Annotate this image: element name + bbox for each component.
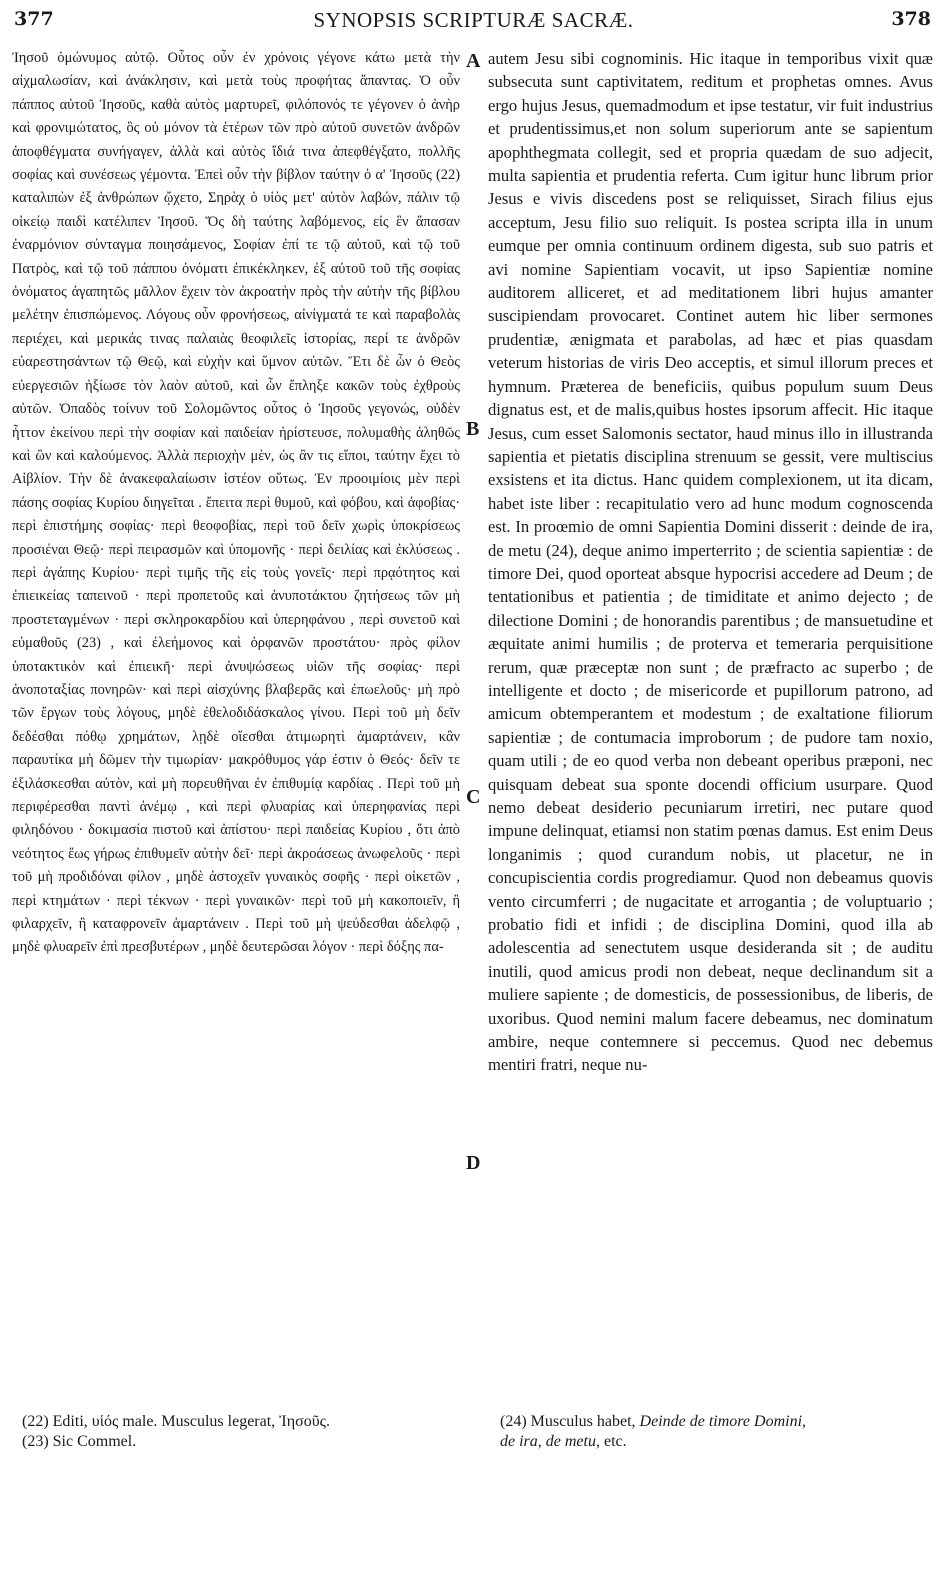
running-title: SYNOPSIS SCRIPTURÆ SACRÆ. bbox=[313, 8, 634, 32]
footnote-24-line-2 bbox=[500, 1432, 930, 1452]
margin-marker-a: A bbox=[466, 50, 481, 72]
page-number-left: 377 bbox=[14, 8, 54, 30]
page-number-right: 378 bbox=[891, 8, 931, 30]
footnote-22: (22) Editi, υἱός male. Musculus legerat, Ἰησοῦς. bbox=[22, 1413, 330, 1430]
footnote-24-tail: etc. bbox=[603, 1433, 627, 1450]
footnote-23: (23) Sic Commel. bbox=[22, 1433, 137, 1450]
greek-text: Ἰησοῦ ὁμώνυμος αὐτῷ. Οὗτος οὖν ἐν χρόνοις γέγονε κάτω μετὰ τὴν αἰχμαλωσίαν, καὶ ἀνάκλησιν, καὶ μετὰ τοὺς προφήτας ἅπαντας. Ὁ οὖν πάππος αὐτοῦ Ἰησοῦς, καθὰ αὐτὸς μαρτυρεῖ, φιλόπονός τε γέγονεν ὁ ἀνὴρ καὶ φρονιμώτατος, ὃς οὐ μόνον τὰ ἑτέρων τῶν πρὸ αὐτοῦ συνετῶν ἀνδρῶν ἀποφθέγματα συνήγαγεν, ἀλλὰ καὶ αὐτὸς ἴδιά τινα ἀπεφθέγξατο, πολλῆς σοφίας καὶ συνέσεως γέμοντα. Ἐπεὶ οὖν τὴν βίβλον ταύτην ὁ α' Ἰησοῦς (22) καταλιπὼν ἐξ ἀνθρώπων ᾤχετο, Σηρὰχ ὁ υἱὸς μετ' αὐτὸν λαβών, πάλιν τῷ οἰκείῳ παιδὶ κατέλιπεν Ἰησοῦ. Ὅς δὴ ταύτης λαβόμενος, εἰς ἓν ἅπασαν ἐναρμόνιον σύνταγμα ποιησάμενος, Σοφίαν ἐπί τε τῷ αὐτοῦ, καὶ τῷ τοῦ Πατρὸς, καὶ τῷ τοῦ πάππου ὀνόματι ἐπικέκληκεν, ἐξ αὐτοῦ τοῦ τῆς σοφίας ὀνόματος ἀγαπητῶς μᾶλλον ἔχειν τὸν ἀκροατὴν πρὸς τὴν αὐτὴν τῆς βίβλου μελέτην ἐπισπώμενος. Λόγους οὖν φρονήσεως, αἰνίγματά τε καὶ παραβολὰς περιέχει, καὶ μερικάς τινας παλαιὰς θεοφιλεῖς ἱστορίας, περί τε ἀνδρῶν εὐαρεστησάντων τῷ Θεῷ, καὶ εὐχὴν καὶ ὕμνον αὐτῶν. Ἔτι δὲ ὧν ὁ Θεὸς εὐεργεσιῶν ἠξίωσε τὸν λαὸν αὐτοῦ, καὶ ὧν ἔπληξε κακῶν τοὺς ἐχθροὺς αὐτῶν. Ὀπαδὸς τοίνυν τοῦ Σολομῶντος οὗτος ὁ Ἰησοῦς γεγονώς, οὐδὲν ἧττον ἐκείνου περὶ τὴν σοφίαν καὶ παιδείαν ἠρίστευσε, πολυμαθὴς ἀληθῶς καὶ ὢν καὶ καλούμενος. Ἀλλὰ περιοχὴν μὲν, ὡς ἂν τις εἴποι, ταύτην ἔχει τὸ Αἰβλίον. Τὴν δὲ ἀνακεφαλαίωσιν ἰστέον οὕτως. Ἐν προοιμίοις μὲν περὶ πάσης σοφίας Κυρίου διηγεῖται . ἔπειτα περὶ θυμοῦ, καὶ φόβου, καὶ ἀφοβίας· περὶ ἐπιστήμης σοφίας· περὶ θεοφοβίας, περὶ τοῦ δεῖν χωρὶς ὑποκρίσεως προσιέναι Θεῷ· περὶ πειρασμῶν καὶ ὑπομονῆς · περὶ δειλίας καὶ ἐκλύσεως . περὶ ἀγάπης Κυρίου· περὶ τιμῆς τῆς εἰς τοὺς γονεῖς· περὶ πρᾳότητος καὶ ἐπιεικείας ταπεινοῦ · περὶ προπετοῦς καὶ ἀνυποτάκτου ζητήσεως τῶν μὴ προστεταγμένων · περὶ σκληροκαρδίου καὶ ὑπερηφάνου , περὶ συνετοῦ καὶ εὐμαθοῦς (23) , καὶ ἐλεήμονος καὶ ὀρφανῶν προστάτου· πρὸς φίλον ὑποτακτικὸν καὶ ἐπιεικῆ· περὶ ἀνυψώσεως υἱῶν τῆς σοφίας· περὶ ἀνοποταξίας πονηρῶν· καὶ περὶ αἰσχύνης βλαβερᾶς καὶ ἐπωελοῦς· μὴ πρὸ τῶν ἔργων τοὺς λόγους, μηδὲ ἐθελοδιδάσκαλος γίνου. Περὶ τοῦ μὴ δεῖν δεδέσθαι πόθῳ χρημάτων, λῃδὲ οἴεσθαι ἀτιμωρητὶ ἁμαρτάνειν, κἂν παραυτίκα μὴ δῶμεν τὴν τιμωρίαν· μακρόθυμος γάρ ἐστιν ὁ Θεός· δεῖν τε ἐξιλάσκεσθαι αὐτὸν, καὶ μὴ πορευθῆναι ἐν ἐπιθυμίᾳ καρδίας . Περὶ τοῦ μὴ περιφέρεσθαι παντὶ ἀνέμῳ , καὶ περὶ φλυαρίας καὶ ὑπερηφανίας περὶ φιληδόνου · δοκιμασία πιστοῦ καὶ ἀπίστου· περὶ παιδείας Κυρίου , ὅτι ἀπὸ νεότητος ἕως γήρως ἐπιθυμεῖν αὐτὴν δεῖ· περὶ ἀκροάσεως ἀνωφελοῦς · περὶ τοῦ μὴ προδιδόναι φίλον , μηδὲ ἀστοχεῖν γυναικὸς σοφῆς · περὶ οἰκετῶν , περὶ κτημάτων · περὶ τέκνων · περὶ γυναικῶν· περὶ τοῦ μὴ κακοποιεῖν, ἢ φιλαρχεῖν, ἢ καταφρονεῖν ἁμαρτάνειν . Περὶ τοῦ μὴ ψεύδεσθαι ἀδελφῷ , μηδὲ φλυαρεῖν ἐπὶ πρεσβυτέρων , μηδὲ δευτερῶσαι λόγον · περὶ δόξης πα- bbox=[12, 50, 460, 956]
footnote-24-number: (24) bbox=[500, 1413, 527, 1430]
page-header bbox=[0, 8, 947, 42]
margin-marker-c: C bbox=[466, 786, 481, 808]
margin-marker-b: B bbox=[466, 418, 480, 440]
footnotes bbox=[0, 1412, 947, 1472]
greek-column bbox=[12, 47, 460, 1382]
latin-column bbox=[488, 47, 933, 1382]
footnote-24-quote-2: de ira, de metu, bbox=[500, 1433, 600, 1450]
footnotes-left bbox=[22, 1412, 472, 1452]
footnote-24 bbox=[500, 1412, 930, 1452]
footnote-24-quote-1: Deinde de timore Domini, bbox=[639, 1413, 807, 1430]
footnote-24-line-1 bbox=[500, 1412, 930, 1432]
footnote-24-lead: Musculus habet, bbox=[530, 1413, 636, 1430]
latin-text: autem Jesu sibi cognominis. Hic itaque in temporibus vixit quæ subsecuta sunt captivitatem, reditum et prophetas omnes. Avus ergo hujus Jesus, quemadmodum et ipse testatur, vir fuit industrius et prudentissimus,et non solum superiorum ante se sapientum apophthegmata collegit, sed et propria quædam de suo adjecit, multa sapientia et prudentia referta. Cum igitur hunc librum prior Jesus e vivis discedens post se reliquisset, Sirach filius ejus acceptum, Jesu filio suo reliquit. Is postea scripta illa in unum eumque per omnia continuum ordinem digesta, sub suo patris et avi nomine Sapientiam vocavit, ut ipso Sapientiæ nomine auditorem alliceret, et ad meditationem libri hujus amanter suscipiendam provocaret. Continet autem hic liber sermones prudentiæ, ænigmata et parabolas, ad hæc et pias quasdam veterum historias de viris Deo acceptis, et simul illorum preces et hymnum. Præterea de beneficiis, quibus populum suum Deus dignatus est, et de malis,quibus hostes ipsorum affecit. Hic itaque Jesus, cum esset Salomonis sectator, haud minus illo in illustranda sapientia et pietatis disciplina strenuum se gessit, vere multiscius exsistens et ita dictus. Hanc quidem complexionem, ut ita dicam, habet iste liber : recapitulatio vero ad hunc modum cognoscenda est. In proœmio de omni Sapientia Domini disserit : deinde de ira, de metu (24), deque animo imperterrito ; de scientia sapientiæ : de timore Dei, quod oporteat absque hypocrisi accedere ad Deum ; de tentationibus et patientia ; de timiditate et animo dejecto ; de dilectione Domini ; de honorandis parentibus ; de mansuetudine et æquitate animi humilis ; de proterva et temeraria perquisitione rerum, quæ præceptæ non sunt ; de præfracto ac superbo ; de intelligente et docto ; de misericorde et pupillorum patrono, ad amicum obtemperantem et modestum ; de exaltatione filiorum sapientiæ ; de contumacia improborum ; de pudore tam noxio, quam utili ; de eo quod verba non debeant operibus præponi, nec quisquam debeat sua sponte docendi officium usurpare. Quod nemo debeat desiderio pecuniarum irretiri, nec putare quod impune delinquat, etiamsi non statim pœnas damus. Est enim Deus longanimis ; quod curandum nobis, ut placetur, ne in concupiscientia cordis progrediamur. Quod non debeamus quovis vento circumferri ; de nugacitate et arrogantia ; de voluptuario ; probatio fidi et infidi ; de disciplina Domini, quod illa ab adolescentia ad senectutem usque desideranda sit ; de auditu inutili, quod amicus prodi non debeat, neque declinandum sit a muliere sapiente ; de domesticis, de possessionibus, de liberis, de uxoribus. Quod nemini malum facere debeamus, nec dominatum ambire, neque contemnere si peccemus. Quod nec debemus mentiri fratri, neque nu- bbox=[488, 49, 933, 1075]
margin-marker-d: D bbox=[466, 1152, 481, 1174]
